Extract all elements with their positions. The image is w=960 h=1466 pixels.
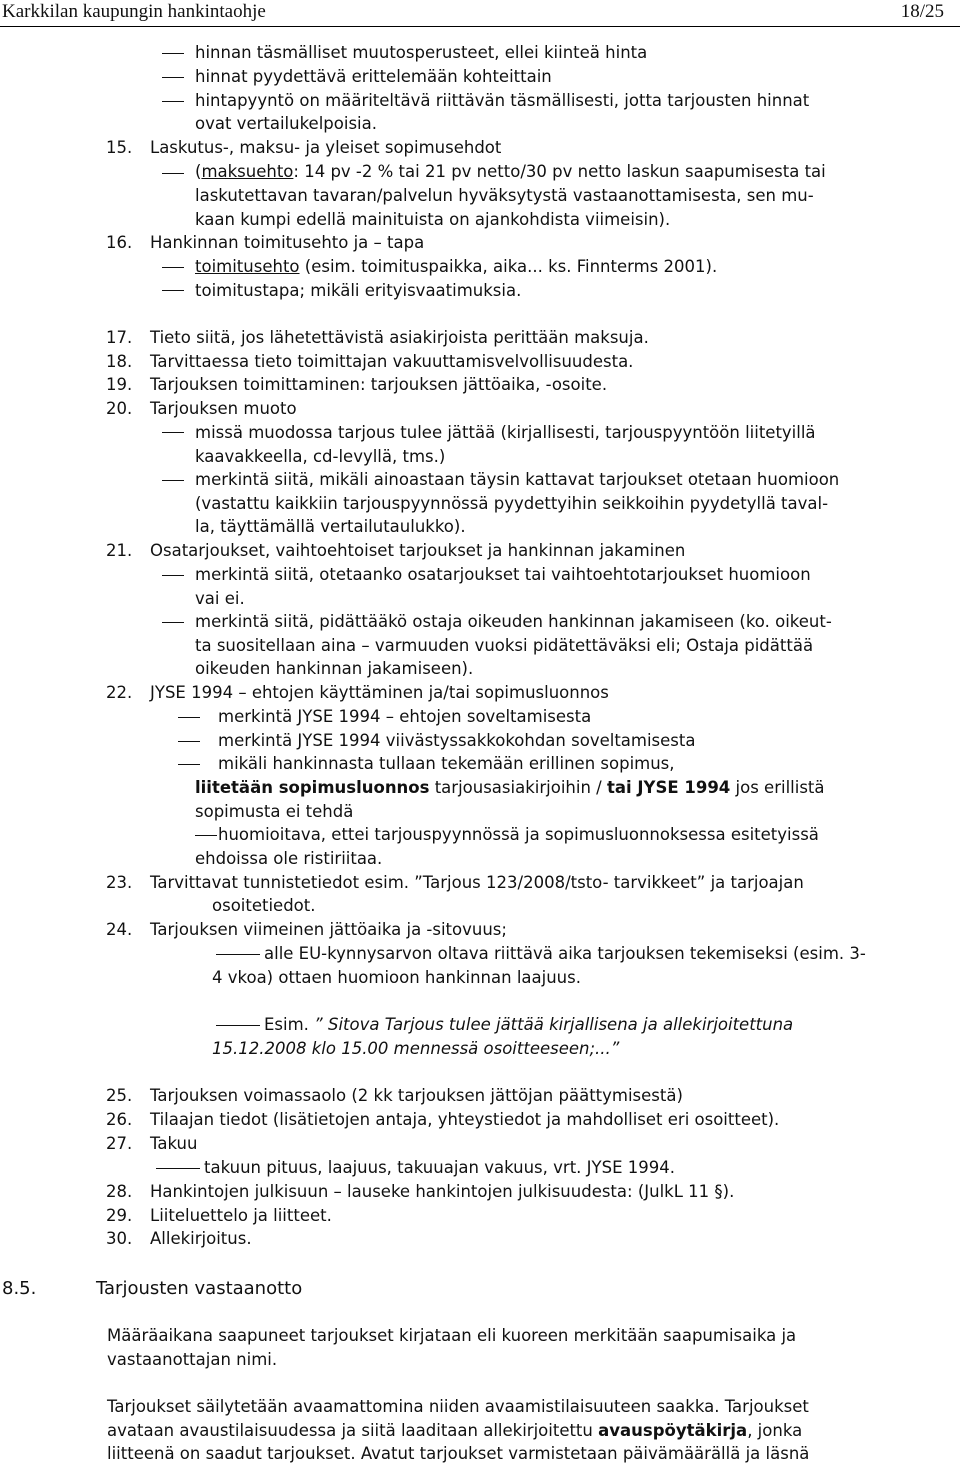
list-item: alle EU-kynnysarvon oltava riittävä aika tarjouksen tekemiseksi (esim. 3- — [264, 944, 866, 963]
item-text: Allekirjoitus. — [150, 1229, 252, 1248]
paragraph-line: Määräaikana saapuneet tarjoukset kirjataan eli kuoreen merkitään saapumisaika ja — [107, 1326, 797, 1345]
dash-bullet — [162, 53, 184, 54]
item-title: Hankinnan toimitusehto ja – tapa — [150, 233, 425, 252]
list-item: (maksuehto: 14 pv -2 % tai 21 pv netto/30 pv netto laskun saapumisesta tai — [195, 162, 826, 181]
list-item: mikäli hankinnasta tullaan tekemään erillinen sopimus, — [218, 754, 675, 773]
item-number: 25. — [106, 1086, 133, 1105]
section-title: Tarjousten vastaanotto — [96, 1278, 303, 1299]
dash-bullet — [162, 480, 184, 481]
paragraph-line: liitteenä on saadut tarjoukset. Avatut tarjoukset varmistetaan päivämäärällä ja läsnä — [107, 1444, 810, 1463]
list-item: hinnan täsmälliset muutosperusteet, ellei kiinteä hinta — [195, 43, 648, 62]
list-item: hinnat pyydettävä erittelemään kohteittain — [195, 67, 552, 86]
list-item-continuation: sopimusta ei tehdä — [195, 802, 354, 821]
item-number: 17. — [106, 328, 133, 347]
item-number: 20. — [106, 399, 133, 418]
paragraph-line: Tarjoukset säilytetään avaamattomina niiden avaamistilaisuuteen saakka. Tarjoukset — [107, 1397, 809, 1416]
list-item-continuation: ta suositellaan aina – varmuuden vuoksi pidätettäväksi eli; Ostaja pidättää — [195, 636, 814, 655]
item-title: Osatarjoukset, vaihtoehtoiset tarjoukset ja hankinnan jakaminen — [150, 541, 686, 560]
list-item: huomioitava, ettei tarjouspyynnössä ja sopimusluonnoksessa esitetyissä — [218, 825, 819, 844]
list-item-continuation: la, täyttämällä vertailutaulukko). — [195, 517, 466, 536]
list-item: missä muodossa tarjous tulee jättää (kirjallisesti, tarjouspyyntöön liitetyillä — [195, 423, 816, 442]
list-item: merkintä siitä, pidättääkö ostaja oikeuden hankinnan jakamiseen (ko. oikeut- — [195, 612, 832, 631]
dash-bullet — [162, 267, 184, 268]
list-item-continuation: oikeuden hankinnan jakamiseen). — [195, 659, 474, 678]
list-item: merkintä JYSE 1994 viivästyssakkokohdan soveltamisesta — [218, 731, 696, 750]
page-header — [0, 0, 960, 27]
dash-bullet — [162, 101, 184, 102]
list-item: takuun pituus, laajuus, takuuajan vakuus, vrt. JYSE 1994. — [204, 1158, 675, 1177]
item-text: Tarvittavat tunnistetiedot esim. ”Tarjous 123/2008/tsto- tarvikkeet” ja tarjoajan — [150, 873, 804, 892]
dash-bullet — [195, 835, 217, 836]
item-number: 16. — [106, 233, 133, 252]
item-text: Liiteluettelo ja liitteet. — [150, 1206, 332, 1225]
list-item: merkintä JYSE 1994 – ehtojen soveltamisesta — [218, 707, 592, 726]
list-item: Esim. ” Sitova Tarjous tulee jättää kirjallisena ja allekirjoitettuna — [264, 1015, 794, 1034]
list-item: merkintä siitä, otetaanko osatarjoukset tai vaihtoehtotarjoukset huomioon — [195, 565, 811, 584]
dash-bullet — [162, 173, 184, 174]
item-number: 19. — [106, 375, 133, 394]
item-number: 15. — [106, 138, 133, 157]
list-item: merkintä siitä, mikäli ainoastaan täysin kattavat tarjoukset otetaan huomioon — [195, 470, 840, 489]
list-item-continuation: ovat vertailukelpoisia. — [195, 114, 377, 133]
item-number: 23. — [106, 873, 133, 892]
dash-bullet — [178, 741, 200, 742]
dash-bullet — [178, 764, 200, 765]
item-title: Tarjouksen viimeinen jättöaika ja -sitovuus; — [150, 920, 507, 939]
item-title: Tarjouksen muoto — [150, 399, 297, 418]
item-number: 18. — [106, 352, 133, 371]
item-title: JYSE 1994 – ehtojen käyttäminen ja/tai sopimusluonnos — [150, 683, 609, 702]
list-item: toimitustapa; mikäli erityisvaatimuksia. — [195, 281, 522, 300]
item-number: 28. — [106, 1182, 133, 1201]
paragraph-line: avataan avaustilaisuudessa ja siitä laaditaan allekirjoitettu avauspöytäkirja, jonka — [107, 1421, 803, 1440]
section-heading — [2, 1278, 303, 1299]
list-item-continuation: ehdoissa ole ristiriitaa. — [195, 849, 383, 868]
list-item: hintapyyntö on määriteltävä riittävän täsmällisesti, jotta tarjousten hinnat — [195, 91, 810, 110]
list-item-continuation: liitetään sopimusluonnos tarjousasiakirjoihin / tai JYSE 1994 jos erillistä — [195, 778, 825, 797]
document-title: Karkkilan kaupungin hankintaohje — [2, 1, 266, 22]
dash-bullet — [216, 954, 260, 955]
page-number: 18/25 — [900, 1, 944, 22]
dash-bullet — [156, 1168, 200, 1169]
item-number: 26. — [106, 1110, 133, 1129]
item-text: Tilaajan tiedot (lisätietojen antaja, yhteystiedot ja mahdolliset eri osoitteet). — [150, 1110, 780, 1129]
list-item-continuation: laskutettavan tavaran/palvelun hyväksytystä vastaanottamisesta, sen mu- — [195, 186, 814, 205]
dash-bullet — [178, 717, 200, 718]
item-number: 27. — [106, 1134, 133, 1153]
item-text: Tarvittaessa tieto toimittajan vakuuttamisvelvollisuudesta. — [150, 352, 634, 371]
item-number: 22. — [106, 683, 133, 702]
item-text: Tarjouksen toimittaminen: tarjouksen jättöaika, -osoite. — [150, 375, 608, 394]
item-text: Tieto siitä, jos lähetettävistä asiakirjoista perittään maksuja. — [150, 328, 649, 347]
item-text: Tarjouksen voimassaolo (2 kk tarjouksen jättöjan päättymisestä) — [150, 1086, 683, 1105]
list-item-continuation: kaavakkeella, cd-levyllä, tms.) — [195, 447, 446, 466]
dash-bullet — [162, 432, 184, 433]
list-item: toimitusehto (esim. toimituspaikka, aika... ks. Finnterms 2001). — [195, 257, 718, 276]
section-number: 8.5. — [2, 1278, 37, 1299]
list-item-continuation: kaan kumpi edellä mainituista on ajankohdista viimeisin). — [195, 210, 671, 229]
list-item-continuation: (vastattu kaikkiin tarjouspyynnössä pyydettyihin seikkoihin pyydetyllä taval- — [195, 494, 829, 513]
item-title: Laskutus-, maksu- ja yleiset sopimusehdot — [150, 138, 502, 157]
dash-bullet — [162, 290, 184, 291]
list-item-continuation: 15.12.2008 klo 15.00 mennessä osoitteeseen;...” — [212, 1039, 620, 1058]
list-item-continuation: 4 vkoa) ottaen huomioon hankinnan laajuus. — [212, 968, 581, 987]
item-text-continuation: osoitetiedot. — [212, 896, 316, 915]
dash-bullet — [216, 1025, 260, 1026]
dash-bullet — [162, 622, 184, 623]
item-number: 30. — [106, 1229, 133, 1248]
item-title: Takuu — [150, 1134, 198, 1153]
item-number: 29. — [106, 1206, 133, 1225]
item-number: 21. — [106, 541, 133, 560]
item-text: Hankintojen julkisuun – lauseke hankintojen julkisuudesta: (JulkL 11 §). — [150, 1182, 735, 1201]
item-number: 24. — [106, 920, 133, 939]
list-item-continuation: vai ei. — [195, 589, 245, 608]
dash-bullet — [162, 575, 184, 576]
paragraph-line: vastaanottajan nimi. — [107, 1350, 278, 1369]
dash-bullet — [162, 77, 184, 78]
